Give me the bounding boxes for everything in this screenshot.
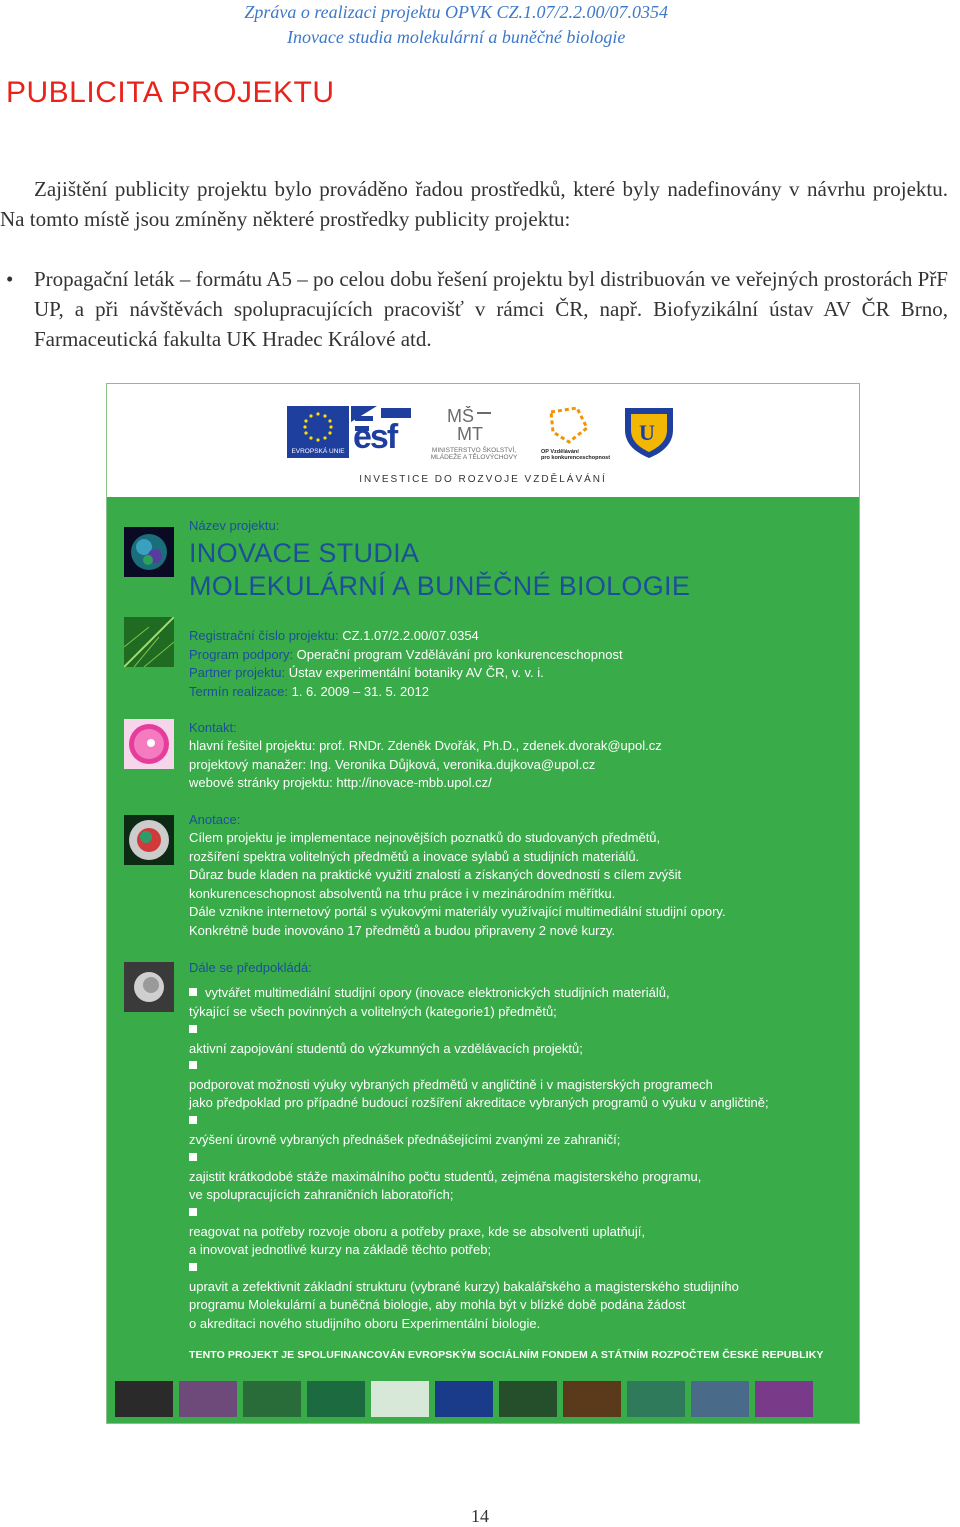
leaf-image: [124, 617, 174, 667]
university-crest-icon: [623, 406, 675, 458]
strip-image: [243, 1381, 301, 1417]
project-leaflet: [106, 383, 860, 1424]
annotation-line: rozšíření spektra volitelných předmětů a inovace sylabů a studijních materiálů.: [189, 848, 640, 864]
expect-item: reagovat na potřeby rozvoje oboru a potřeby praxe, kde se absolventi uplatňují, a inovovat jednotlivé kurzy na základě těchto potřeb;: [189, 1204, 645, 1260]
project-name-line-1: INOVACE STUDIA: [189, 538, 420, 568]
annotation-line: Konkrétně bude inovováno 17 předmětů a budou připraveny 2 nové kurzy.: [189, 922, 616, 938]
bullet-square-icon: [189, 1153, 197, 1161]
strip-image: [179, 1381, 237, 1417]
bullet-square-icon: [189, 1061, 197, 1069]
op-logo: [541, 406, 611, 461]
annotation-line: Cílem projektu je implementace nejnovějších poznatků do studovaných předmětů,: [189, 830, 661, 845]
investice-slogan: INVESTICE DO ROZVOJE VZDĚLÁVÁNÍ: [359, 474, 607, 485]
op-label-1: OP Vzdělávání: [541, 449, 579, 455]
intro-paragraph: [0, 174, 948, 234]
bullet-square-icon: [189, 1116, 197, 1124]
expect-item: vytvářet multimediální studijní opory (inovace elektronických studijních materiálů, týkající se všech povinných a volitelných (kategorie1) předmětů;: [189, 985, 670, 1019]
page-number: 14: [471, 1506, 489, 1526]
bullet-square-icon: [189, 1208, 197, 1216]
annotation-line: Důraz bude kladen na praktické využití znalostí a získaných dovedností s cílem zvýšit: [189, 867, 682, 882]
annotation-line: Dále vznikne internetový portál s výukovými materiály využívající multimediální studijní opory.: [189, 904, 726, 919]
svg-text:U: U: [639, 420, 655, 445]
esf-label: esf: [353, 418, 397, 456]
term-row: Termín realizace: 1. 6. 2009 – 31. 5. 2012: [189, 684, 429, 699]
contact-line: projektový manažer: Ing. Veronika Důjková, veronika.dujkova@upol.cz: [189, 756, 596, 772]
contact-block: [189, 737, 662, 793]
msmt-mark-icon: [443, 406, 503, 442]
eu-label: EVROPSKÁ UNIE: [291, 448, 345, 455]
cell-culture-image: [124, 815, 174, 865]
contact-line: hlavní řešitel projektu: prof. RNDr. Zdeněk Dvořák, Ph.D., zdenek.dvorak@upol.cz: [189, 738, 662, 753]
leaflet-logo-band: [107, 384, 859, 497]
expect-item: aktivní zapojování studentů do výzkumných a vzdělávacích projektů;: [189, 1021, 583, 1058]
strip-image: [691, 1381, 749, 1417]
contact-label: Kontakt:: [189, 720, 237, 735]
bullet-square-icon: [189, 1025, 197, 1033]
bullet-square-icon: [189, 1263, 197, 1271]
image-strip: [107, 1377, 859, 1418]
msmt-label-1: MINISTERSTVO ŠKOLSTVÍ,: [431, 447, 517, 454]
op-mark-icon: [547, 406, 591, 444]
bullet-square-icon: [189, 988, 197, 996]
svg-text:MŠ: MŠ: [447, 406, 474, 426]
strip-image: [435, 1381, 493, 1417]
program-row: Program podpory: Operační program Vzdělávání pro konkurenceschopnost: [189, 647, 623, 662]
strip-image: [499, 1381, 557, 1417]
annotation-block: [189, 829, 726, 940]
msmt-label-2: MLÁDEŽE A TĚLOVÝCHOVY: [430, 454, 518, 461]
registration-row: Registrační číslo projektu: CZ.1.07/2.2.00/07.0354: [189, 628, 479, 643]
funding-footer: TENTO PROJEKT JE SPOLUFINANCOVÁN EVROPSKÝM SOCIÁLNÍM FONDEM A STÁTNÍM ROZPOČTEM ČESKÉ REPUBLIKY: [189, 1349, 824, 1361]
strip-image: [307, 1381, 365, 1417]
leaflet-body: [107, 497, 859, 1423]
strip-image: [627, 1381, 685, 1417]
contact-line: webové stránky projektu: http://inovace-mbb.upol.cz/: [189, 775, 492, 790]
op-label-2: pro konkurenceschopnost: [541, 455, 611, 461]
logo-row: [287, 406, 687, 466]
strip-image: [371, 1381, 429, 1417]
strip-image: [115, 1381, 173, 1417]
petri-dish-image: [124, 719, 174, 769]
strip-image: [563, 1381, 621, 1417]
bullet-dot-icon: •: [6, 267, 14, 291]
annotation-label: Anotace:: [189, 812, 241, 827]
expect-item: podporovat možnosti výuky vybraných předmětů v angličtině i v magisterských programech jako předpoklad pro případné budoucí rozšíření akreditace vybraných programů o výuku v angličtině;: [189, 1057, 769, 1113]
up-logo: [623, 406, 675, 463]
bullet-text: Propagační leták – formátu A5 – po celou dobu řešení projektu byl distribuován ve veřejných prostorách PřF UP, a při návštěvách spolupracujících pracovišť v rámci ČR, např. Biofyzikální ústav AV ČR Brno, Farmaceutická fakulta UK Hradec Králové atd.: [34, 267, 948, 351]
expect-item: upravit a zefektivnit základní strukturu (vybrané kurzy) bakalářského a magisterského studijního programu Molekulární a buněčná biologie, aby mohla být v blízké době podána žádost o akreditaci nového studijního oboru Experimentální biologie.: [189, 1259, 739, 1333]
molecule-image: [124, 527, 174, 577]
annotation-line: konkurenceschopnost absolventů na trhu práce i v mezinárodním měřítku.: [189, 885, 616, 901]
cell-image: [124, 962, 174, 1012]
strip-image: [755, 1381, 813, 1417]
section-title: PUBLICITA PROJEKTU: [6, 76, 335, 109]
project-name-label: Název projektu:: [189, 518, 280, 533]
running-header: [244, 0, 668, 50]
expect-item: zajistit krátkodobé stáže maximálního počtu studentů, zejména magisterského programu, ve spolupracujících zahraničních laboratořích;: [189, 1149, 701, 1205]
svg-text:MT: MT: [457, 424, 483, 442]
msmt-logo: [419, 406, 529, 461]
eu-logo: [287, 406, 349, 463]
expect-item: zvýšení úrovně vybraných přednášek přednášejícími zvanými ze zahraničí;: [189, 1112, 620, 1149]
bullet-item: [0, 264, 948, 354]
intro-text: Zajištění publicity projektu bylo prováděno řadou prostředků, které byly nadefinovány v návrhu projektu. Na tomto místě jsou zmíněny některé prostředky publicity projektu:: [0, 177, 948, 231]
header-line-2: Inovace studia molekulární a buněčné biologie: [286, 27, 626, 47]
expect-label: Dále se předpokládá:: [189, 960, 312, 975]
header-line-1: Zpráva o realizaci projektu OPVK CZ.1.07/2.2.00/07.0354: [244, 2, 668, 22]
esf-logo: [351, 406, 413, 463]
partner-row: Partner projektu: Ústav experimentální botaniky AV ČR, v. v. i.: [189, 665, 544, 680]
project-name-line-2: MOLEKULÁRNÍ A BUNĚČNÉ BIOLOGIE: [189, 571, 691, 601]
